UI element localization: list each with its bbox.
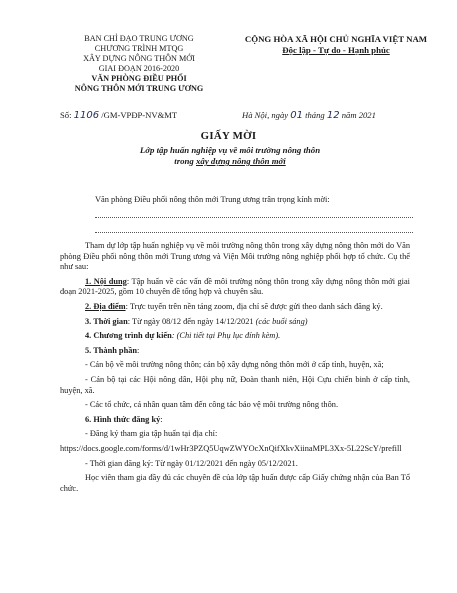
section-registration	[60, 415, 410, 426]
intro-paragraph: Tham dự lớp tập huấn nghiệp vụ về môi trường nông thôn trong xây dựng nông thôn mới do Văn phòng Điều phối nông thôn mới Trung ương và Viện Môi trường nông nghiệp phối hợp tổ chức. Cụ thể như sau:	[60, 241, 410, 272]
date-year: năm 2021	[341, 110, 376, 120]
date-day: 01	[290, 110, 303, 121]
national-header	[236, 34, 436, 56]
office-line-2: NÔNG THÔN MỚI TRUNG ƯƠNG	[74, 84, 204, 93]
dotted-line	[95, 217, 413, 218]
issue-date	[242, 110, 376, 121]
document-title: GIẤY MỜI	[200, 130, 257, 142]
registration-period: - Thời gian đăng ký: Từ ngày 01/12/2021 đến ngày 05/12/2021.	[85, 458, 298, 468]
participant-item: - Cán bộ về môi trường nông thôn; cán bộ xây dựng nông thôn mới ở cấp tỉnh, huyện, xã;	[85, 360, 384, 370]
section-program	[60, 331, 410, 342]
date-place: Hà Nội, ngày	[242, 110, 289, 120]
agency-line-1: BAN CHỈ ĐẠO TRUNG ƯƠNG	[84, 34, 194, 43]
section-registration-colon: :	[160, 414, 163, 424]
section-participants-colon: :	[137, 345, 140, 355]
date-month-label: tháng	[305, 110, 325, 120]
section-content	[60, 277, 410, 298]
section-location	[60, 302, 410, 313]
office-line-1: VĂN PHÒNG ĐIỀU PHỐI	[91, 74, 187, 83]
registration-link[interactable]: https://docs.google.com/forms/d/1wHr3PZQ5UqwZWYOcXnQifXkvXiinaMPL3Xx-5L22ScY/prefill	[60, 443, 402, 453]
section-registration-label: 6. Hình thức đăng ký	[85, 414, 161, 424]
document-subtitle	[80, 145, 380, 167]
dotted-line	[95, 232, 413, 233]
participant-item: - Các tổ chức, cá nhân quan tâm đến công tác bảo vệ môi trường nông thôn.	[85, 400, 339, 410]
agency-line-3: XÂY DỰNG NÔNG THÔN MỚI	[83, 54, 195, 63]
handwritten-number: 1106	[73, 110, 100, 121]
subtitle-line-2-b: xây dựng nông thôn mới	[196, 156, 286, 166]
section-participants	[60, 346, 410, 357]
date-month: 12	[326, 110, 340, 121]
section-program-label: 4. Chương trình dự kiến	[85, 331, 172, 341]
agency-line-2: CHƯƠNG TRÌNH MTQG	[94, 44, 184, 53]
agency-line-4: GIAI ĐOẠN 2016-2020	[98, 64, 180, 73]
subtitle-line-1: Lớp tập huấn nghiệp vụ về môi trường nông thôn	[139, 145, 321, 155]
number-prefix: Số:	[60, 110, 72, 120]
section-content-label: 1. Nội dung	[85, 276, 127, 286]
section-time-label: 3. Thời gian	[85, 316, 128, 326]
issuing-agency-header	[44, 34, 234, 94]
greeting-text: Văn phòng Điều phối nông thôn mới Trung ương trân trọng kính mời:	[95, 195, 330, 204]
document-body	[60, 241, 410, 498]
section-content-text: : Tập huấn về các vấn đề môi trường nông thôn trong xây dựng nông thôn mới giai đoạn 2021-2025, gồm 10 chuyên đề tổng hợp và chuyên sâu.	[60, 276, 410, 297]
section-time	[60, 317, 410, 328]
subtitle-line-2-a: trong	[174, 156, 194, 166]
section-time-note: (các buổi sáng)	[255, 316, 308, 326]
number-suffix: /GM-VPĐP-NV&MT	[101, 110, 178, 120]
section-time-text: : Từ ngày 08/12 đến ngày 14/12/2021	[127, 316, 254, 326]
national-motto: Độc lập - Tự do - Hạnh phúc	[282, 45, 390, 55]
section-program-text: : (Chi tiết tại Phụ lục đính kèm).	[171, 331, 281, 341]
republic-name: CỘNG HÒA XÃ HỘI CHỦ NGHĨA VIỆT NAM	[244, 34, 428, 44]
section-location-label: 2. Địa điểm	[85, 301, 126, 311]
section-location-text: : Trực tuyến trên nền tảng zoom, địa chỉ sẽ được gửi theo danh sách đăng ký.	[125, 301, 383, 311]
subtitle-line-2	[80, 156, 380, 167]
section-participants-label: 5. Thành phần	[85, 345, 138, 355]
registration-item: - Đăng ký tham gia tập huấn tại địa chỉ:	[85, 429, 218, 439]
closing-paragraph: Học viên tham gia đầy đủ các chuyên đề của lớp tập huấn được cấp Giấy chứng nhận của Ban Tổ chức.	[60, 473, 410, 493]
document-number	[60, 110, 177, 121]
participant-item: - Cán bộ tại các Hội nông dân, Hội phụ nữ, Đoàn thanh niên, Hội Cựu chiến binh ở cấp tỉnh, huyện, xã.	[60, 374, 410, 395]
